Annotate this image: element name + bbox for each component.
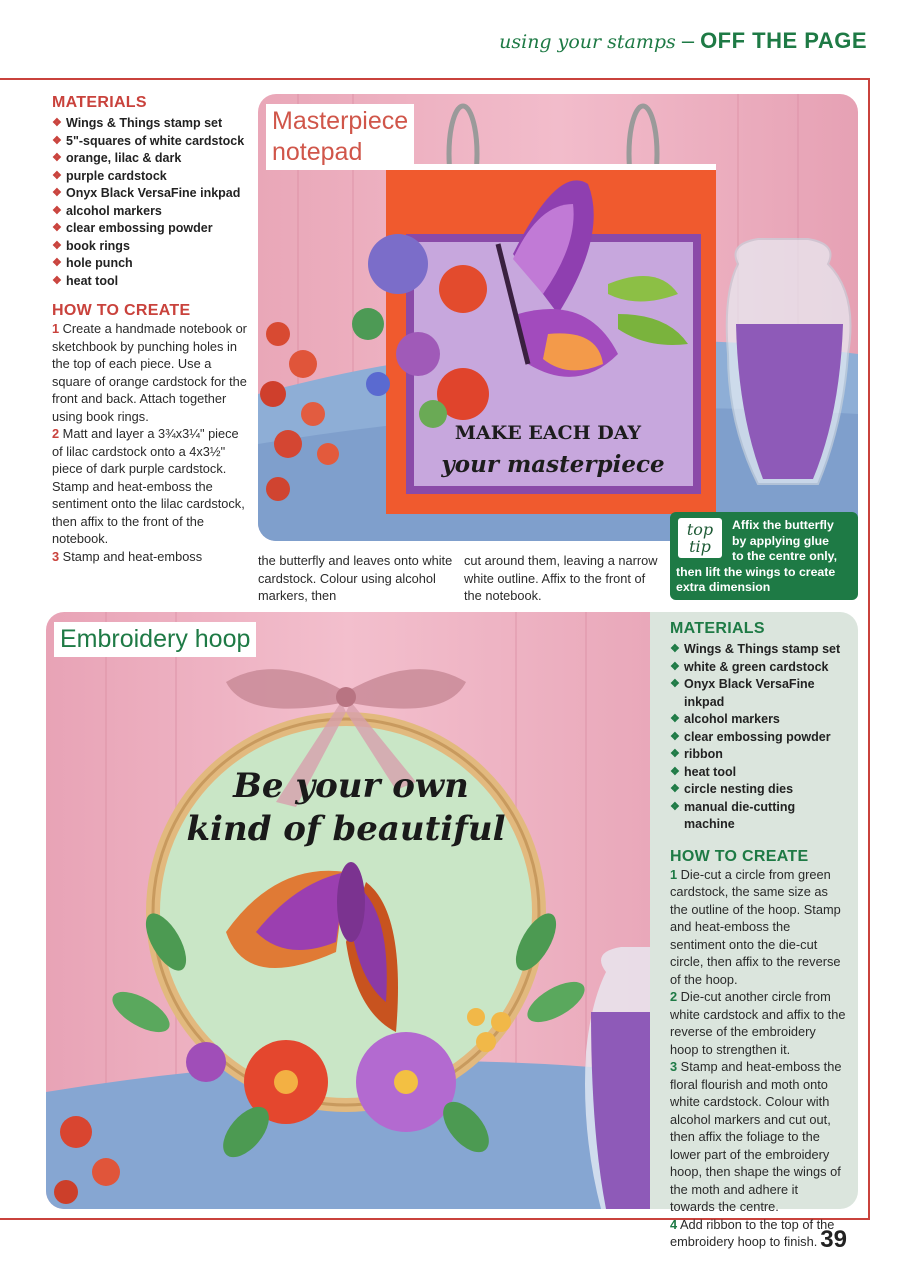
- header-dash: –: [681, 28, 695, 53]
- notepad-sentiment-2: your masterpiece: [441, 451, 665, 478]
- material-item: ❖ book rings: [52, 238, 252, 256]
- material-item: ❖ clear embossing powder: [670, 729, 846, 747]
- glass-jar: [727, 239, 851, 484]
- material-item: ❖ heat tool: [52, 273, 252, 291]
- hoop-sentiment-1: Be your own: [233, 766, 469, 806]
- step-text: Die-cut another circle from white cardstock and affix to the reverse of the embroidery hoop to strengthen it.: [670, 989, 846, 1057]
- material-item: ❖ alcohol markers: [670, 711, 846, 729]
- step-number: 2: [670, 989, 678, 1004]
- step-text: Stamp and heat-emboss: [59, 548, 203, 564]
- hoop-materials-list: [670, 641, 846, 834]
- step-number: 1: [52, 321, 60, 336]
- notepad-how-heading: HOW TO CREATE: [52, 302, 191, 319]
- top-tip-text: [676, 518, 854, 596]
- material-item: ❖ Onyx Black VersaFine inkpad: [52, 185, 252, 203]
- tip-line: to the centre only,: [732, 549, 837, 563]
- step-text: Matt and layer a 3¾x3¼" piece of lilac cardstock onto a 4x3½" piece of dark purple cardstock. Stamp and heat-emboss the sentiment onto the lilac cardstock, then affix to the front of the notebook.: [52, 426, 245, 546]
- notepad-title-line-2: notepad: [272, 138, 363, 166]
- step-text: Add ribbon to the top of the embroidery hoop to finish.: [670, 1216, 835, 1249]
- header-section-title: OFF THE PAGE: [700, 28, 867, 53]
- hoop-step-1: [670, 866, 846, 989]
- page-number: 39: [820, 1226, 847, 1253]
- step-text: Stamp and heat-emboss the floral flourish and moth onto white cardstock. Colour with alcohol markers and cut out, then affix the foliage to the lower part of the embroidery hoop, then shape the wings of the moth and adhere it towards the centre.: [670, 1059, 842, 1214]
- step-text: Die-cut a circle from green cardstock, the same size as the outline of the hoop. Stamp and heat-emboss the sentiment onto the die-cut circle, then affix to the reverse of the hoop.: [670, 866, 841, 987]
- step-number: 3: [52, 548, 60, 564]
- step-number: 3: [670, 1059, 678, 1074]
- hoop-title: Embroidery hoop: [54, 622, 256, 657]
- material-item: ❖ manual die-cutting machine: [670, 799, 846, 834]
- hoop-materials-heading: MATERIALS: [670, 620, 765, 637]
- notepad-title-line-1: Masterpiece: [272, 107, 409, 135]
- notepad-step-3: [52, 548, 252, 566]
- notepad-step-3-cont: the butterfly and leaves onto white cardstock. Colour using alcohol markers, then: [258, 553, 453, 603]
- notepad-title: [266, 104, 414, 170]
- tip-badge-line-1: top: [686, 520, 714, 539]
- step-number: 2: [52, 426, 60, 441]
- tip-line: by applying glue: [732, 533, 830, 548]
- material-item: ❖ circle nesting dies: [670, 781, 846, 799]
- hoop-sentiment-2: kind of beautiful: [186, 809, 506, 849]
- hoop-step-2: [670, 988, 846, 1058]
- page-header: [499, 28, 867, 54]
- notepad-materials-list: [52, 115, 252, 290]
- step-number: 4: [670, 1216, 678, 1232]
- notepad-step-3-end: cut around them, leaving a narrow white outline. Affix to the front of the notebook.: [464, 553, 658, 603]
- material-item: ❖ ribbon: [670, 746, 846, 764]
- tip-line: Affix the butterfly: [732, 518, 834, 532]
- material-item: ❖ hole punch: [52, 255, 252, 273]
- notepad-step-2: [52, 425, 252, 548]
- material-item: ❖ Wings & Things stamp set: [52, 115, 252, 133]
- header-script: using your stamps: [499, 31, 676, 53]
- tip-line: then lift the wings to create extra dimension: [676, 564, 836, 594]
- material-item: ❖ orange, lilac & dark: [52, 150, 252, 168]
- frame-right-rule: [868, 78, 870, 1220]
- material-item: ❖ alcohol markers: [52, 203, 252, 221]
- notepad-instructions: [52, 94, 252, 565]
- material-item: ❖ 5"-squares of white cardstock: [52, 133, 252, 151]
- hoop-photo: [46, 612, 650, 1209]
- hoop-illustration: [46, 612, 650, 1209]
- material-item-continued: ❖ purple cardstock: [52, 168, 252, 186]
- hoop-step-3: [670, 1058, 846, 1216]
- frame-top-rule: [0, 78, 870, 80]
- material-item: ❖ Wings & Things stamp set: [670, 641, 846, 659]
- top-tip-box: [670, 512, 858, 600]
- material-item: ❖ heat tool: [670, 764, 846, 782]
- material-item: ❖ clear embossing powder: [52, 220, 252, 238]
- step-text: Create a handmade notebook or sketchbook by punching holes in the top of each piece. Use a square of orange cardstock for the front and back. Attach together using book rings.: [52, 321, 247, 424]
- notepad-step-1: [52, 320, 252, 425]
- hoop-how-heading: HOW TO CREATE: [670, 847, 809, 865]
- material-item: ❖ white & green cardstock: [670, 659, 846, 677]
- step-number: 1: [670, 866, 678, 882]
- tip-badge-line-2: tip: [689, 537, 711, 556]
- notepad-materials-heading: MATERIALS: [52, 94, 147, 111]
- material-item: ❖ Onyx Black VersaFine inkpad: [670, 676, 846, 711]
- notepad-sentiment-1: MAKE EACH DAY: [454, 422, 642, 444]
